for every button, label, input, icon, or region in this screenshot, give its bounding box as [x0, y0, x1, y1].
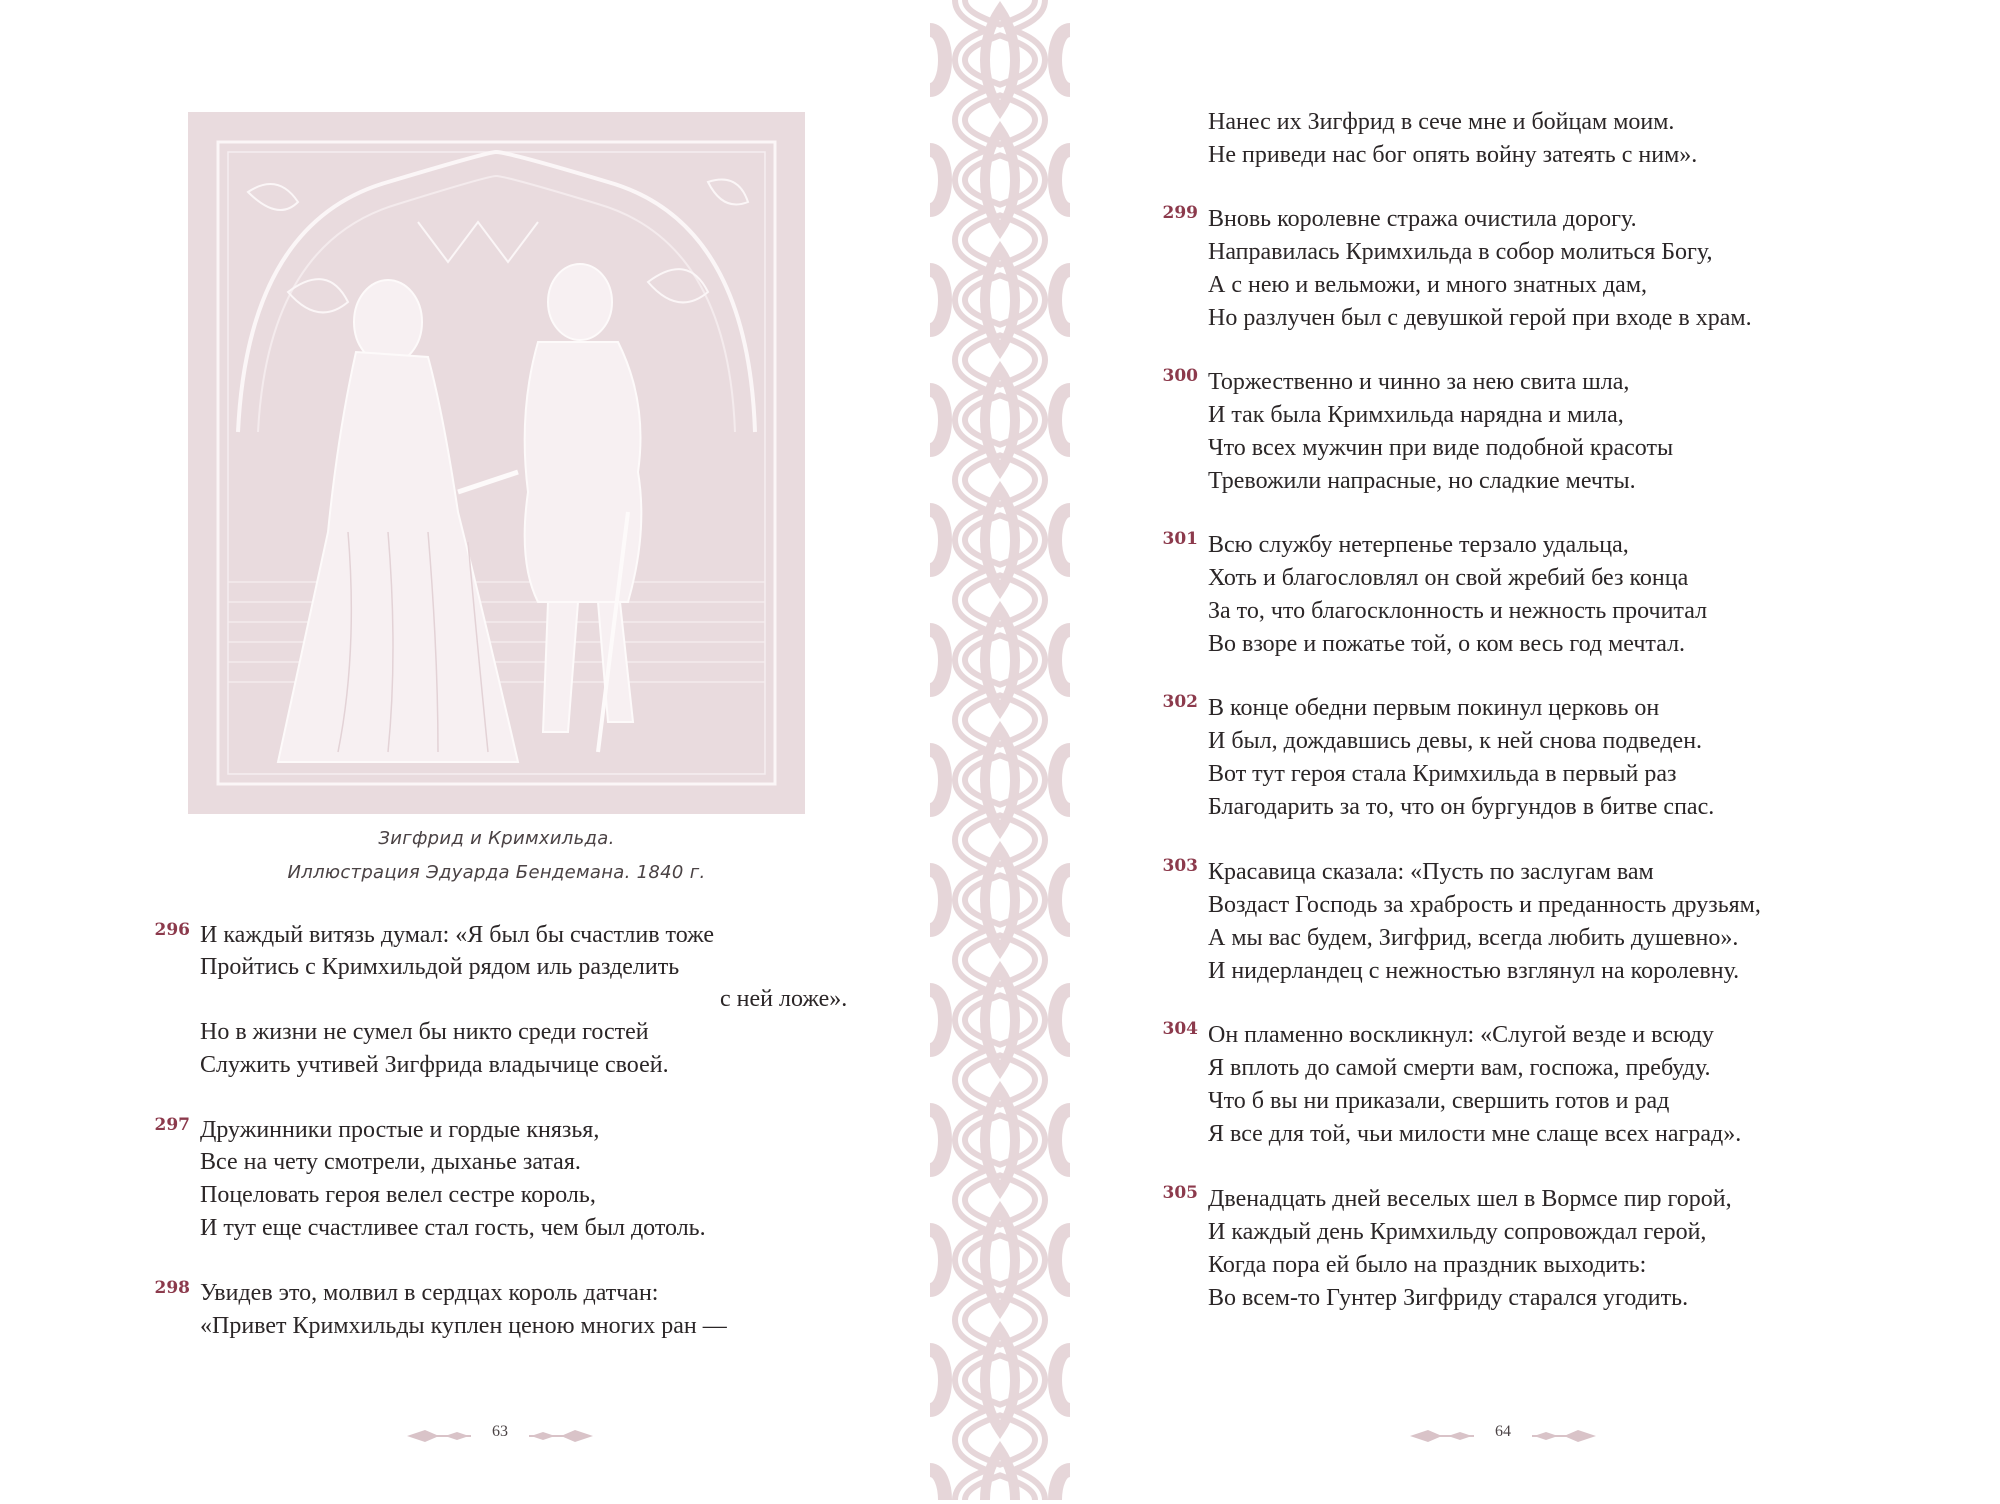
verse-line: Когда пора ей было на праздник выходить:	[1208, 1252, 1647, 1278]
verse-line: А с нею и вельможи, и много знатных дам,	[1208, 272, 1648, 298]
stanza-number: 297	[154, 1115, 190, 1135]
verse-line: Что всех мужчин при виде подобной красоты	[1208, 435, 1674, 461]
verse-line: За то, что благосклонность и нежность прочитал	[1208, 598, 1708, 624]
ornament-right-icon	[1530, 1426, 1598, 1446]
stanza-number: 300	[1162, 366, 1198, 386]
verse-line: Вновь королевне стража очистила дорогу.	[1208, 206, 1637, 232]
verse-line: Служить учтивей Зигфрида владычице своей.	[200, 1052, 669, 1078]
page-number-footer	[1408, 1420, 1598, 1450]
verse-line: Он пламенно воскликнул: «Слугой везде и всюду	[1208, 1022, 1714, 1048]
siegfried-kriemhild-engraving	[188, 112, 805, 814]
ornament-left-icon	[1408, 1426, 1476, 1446]
page-number: 64	[1495, 1423, 1511, 1440]
verse-line: Всю службу нетерпенье терзало удальца,	[1208, 532, 1629, 558]
verse-line: Увидев это, молвил в сердцах король датчан:	[200, 1280, 659, 1306]
verse-line: Я вплоть до самой смерти вам, госпожа, пребуду.	[1208, 1055, 1711, 1081]
knotwork-icon	[930, 0, 1070, 1500]
verse-line: В конце обедни первым покинул церковь он	[1208, 695, 1660, 721]
verse-line: И каждый день Кримхильду сопровождал герой,	[1208, 1219, 1707, 1245]
verse-line: Все на чету смотрели, дыханье затая.	[200, 1149, 581, 1175]
verse-line: с ней ложе».	[720, 986, 848, 1012]
verse-line: Я все для той, чьи милости мне слаще всех наград».	[1208, 1121, 1742, 1147]
caption-line-1: Зигфрид и Кримхильда.	[378, 828, 615, 849]
verse-line: И тут еще счастливее стал гость, чем был дотоль.	[200, 1215, 706, 1241]
verse-line: Хоть и благословлял он свой жребий без конца	[1208, 565, 1689, 591]
verse-line: Воздаст Господь за храбрость и преданность друзьям,	[1208, 892, 1761, 918]
verse-line: А мы вас будем, Зигфрид, всегда любить душевно».	[1208, 925, 1739, 951]
verse-line: Благодарить за то, что он бургундов в битве спас.	[1208, 794, 1715, 820]
verse-line: Торжественно и чинно за нею свита шла,	[1208, 369, 1630, 395]
verse-line: Тревожили напрасные, но сладкие мечты.	[1208, 468, 1636, 494]
stanza-number: 305	[1162, 1183, 1198, 1203]
verse-line: И каждый витязь думал: «Я был бы счастлив тоже	[200, 922, 715, 948]
verse-line: Что б вы ни приказали, свершить готов и рад	[1208, 1088, 1670, 1114]
verse-line: Во всем-то Гунтер Зигфриду старался угодить.	[1208, 1285, 1689, 1311]
verse-line: Красавица сказала: «Пусть по заслугам вам	[1208, 859, 1654, 885]
ornament-right-icon	[527, 1426, 595, 1446]
verse-line: Но в жизни не сумел бы никто среди гостей	[200, 1019, 649, 1045]
stanza-number: 302	[1162, 692, 1198, 712]
stanza-number: 299	[1162, 203, 1198, 223]
engraving-image	[188, 112, 805, 814]
verse-line: Пройтись с Кримхильдой рядом иль разделить	[200, 954, 680, 980]
verse-line: Двенадцать дней веселых шел в Вормсе пир горой,	[1208, 1186, 1732, 1212]
verse-line: И нидерландец с нежностью взглянул на королевну.	[1208, 958, 1740, 984]
stanza-number: 296	[154, 920, 190, 940]
verse-line: «Привет Кримхильды куплен ценою многих ран —	[200, 1313, 727, 1339]
verse-line: Поцеловать героя велел сестре король,	[200, 1182, 596, 1208]
caption-line-2: Иллюстрация Эдуарда Бендемана. 1840 г.	[287, 862, 706, 883]
right-page	[1070, 0, 2000, 1500]
verse-line: Дружинники простые и гордые князья,	[200, 1117, 600, 1143]
stanza-number: 304	[1162, 1019, 1198, 1039]
left-page	[0, 0, 930, 1500]
verse-line: Не приведи нас бог опять войну затеять с ним».	[1208, 142, 1698, 168]
verse-line: Но разлучен был с девушкой герой при входе в храм.	[1208, 305, 1752, 331]
verse-line: Во взоре и пожатье той, о ком весь год мечтал.	[1208, 631, 1686, 657]
page-number-footer	[405, 1420, 595, 1450]
page-number: 63	[492, 1423, 508, 1440]
verse-line: И так была Кримхильда нарядна и мила,	[1208, 402, 1624, 428]
celtic-knot-border	[930, 0, 1070, 1500]
verse-line: Вот тут героя стала Кримхильда в первый раз	[1208, 761, 1677, 787]
verse-line: И был, дождавшись девы, к ней снова подведен.	[1208, 728, 1703, 754]
stanza-number: 303	[1162, 856, 1198, 876]
stanza-number: 298	[154, 1278, 190, 1298]
ornament-left-icon	[405, 1426, 473, 1446]
verse-line: Нанес их Зигфрид в сече мне и бойцам моим.	[1208, 109, 1675, 135]
stanza-number: 301	[1162, 529, 1198, 549]
verse-line: Направилась Кримхильда в собор молиться Богу,	[1208, 239, 1713, 265]
